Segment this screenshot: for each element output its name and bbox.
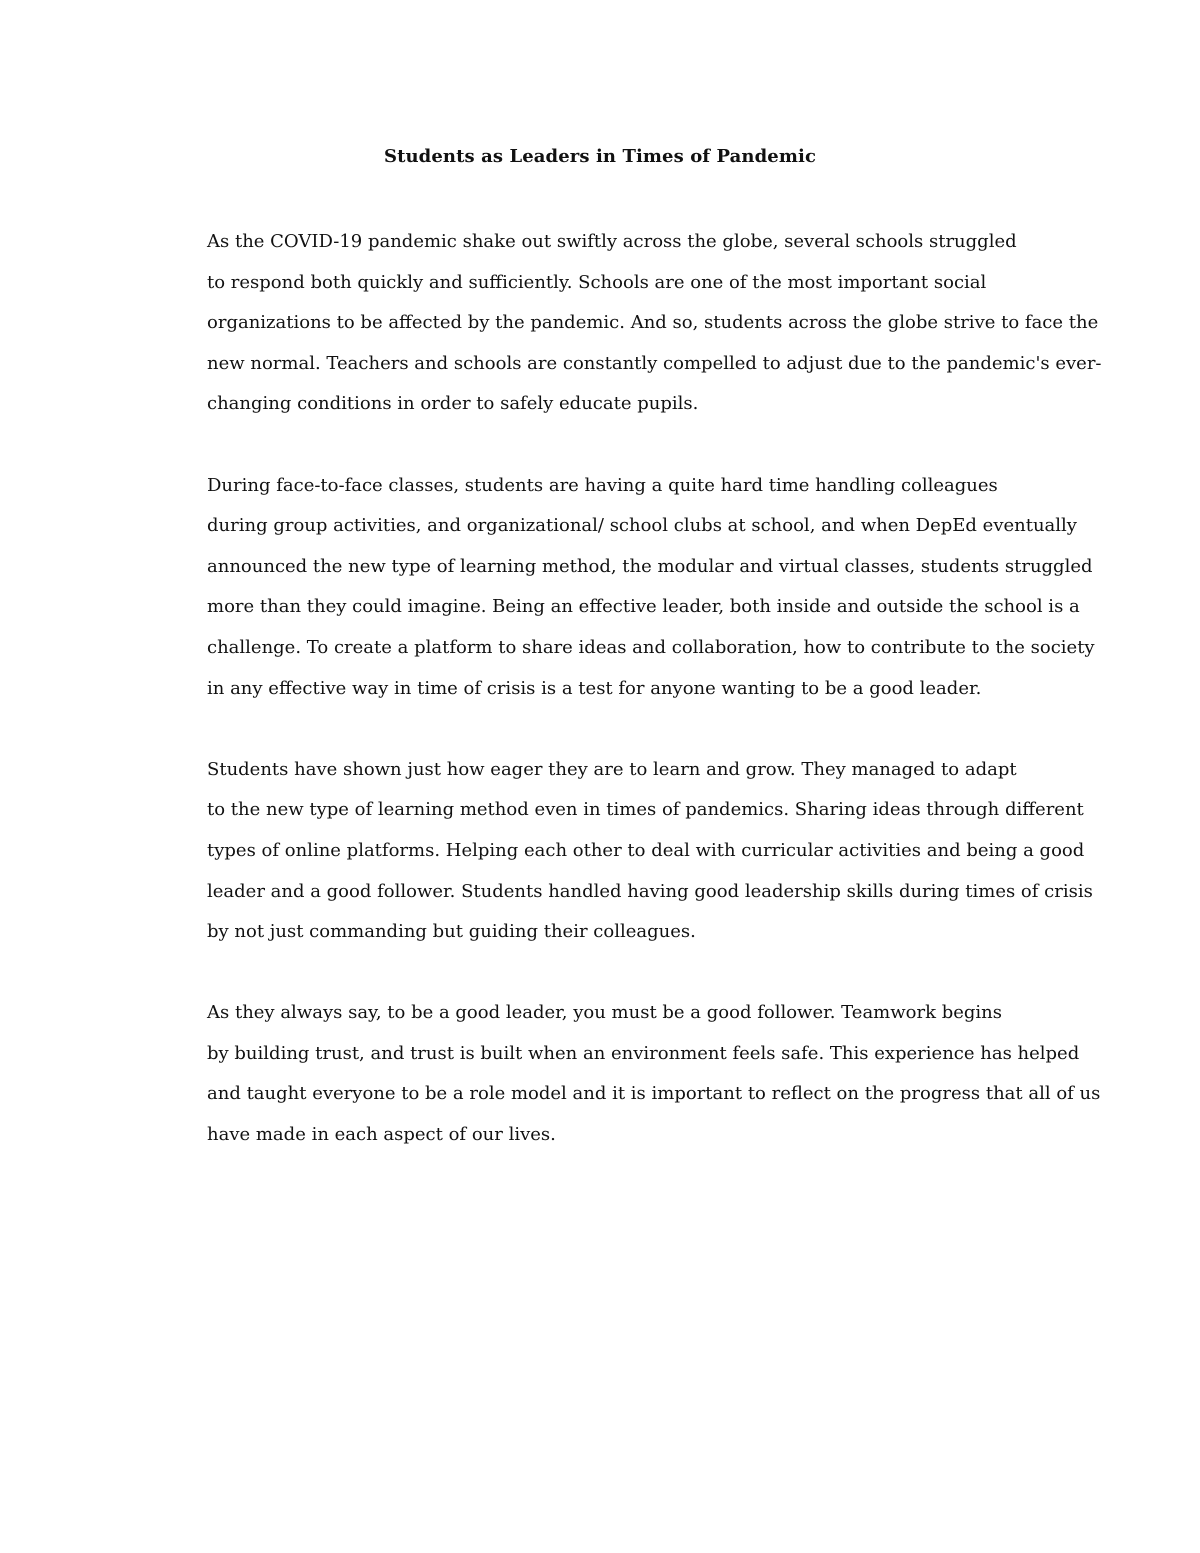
paragraph-line: in any effective way in time of crisis is a test for anyone wanting to be a good leader. bbox=[207, 677, 982, 699]
paragraph-3 bbox=[142, 750, 1093, 953]
paragraph-line: organizations to be affected by the pandemic. And so, students across the globe strive to face the bbox=[207, 312, 1099, 334]
paragraph-line: changing conditions in order to safely educate pupils. bbox=[207, 393, 699, 415]
paragraph-line: types of online platforms. Helping each other to deal with curricular activities and being a good bbox=[207, 839, 1085, 861]
paragraph-line: leader and a good follower. Students handled having good leadership skills during times of crisis bbox=[207, 880, 1093, 902]
paragraph-line: and taught everyone to be a role model and it is important to reflect on the progress that all of us bbox=[207, 1083, 1101, 1105]
paragraph-line: As they always say, to be a good leader, you must be a good follower. Teamwork begins bbox=[207, 1002, 1003, 1024]
paragraph-line: have made in each aspect of our lives. bbox=[207, 1124, 556, 1146]
paragraph-line: to respond both quickly and sufficiently. Schools are one of the most important social bbox=[207, 271, 987, 293]
paragraph-line: to the new type of learning method even in times of pandemics. Sharing ideas through different bbox=[207, 799, 1084, 821]
paragraph-2 bbox=[142, 466, 1095, 710]
paragraph-1 bbox=[142, 222, 1102, 425]
paragraph-line: announced the new type of learning method, the modular and virtual classes, students struggled bbox=[207, 555, 1093, 577]
paragraph-line: challenge. To create a platform to share ideas and collaboration, how to contribute to the society bbox=[207, 636, 1095, 658]
document-title: Students as Leaders in Times of Pandemic bbox=[383, 146, 817, 167]
paragraph-line: As the COVID-19 pandemic shake out swiftly across the globe, several schools struggled bbox=[207, 231, 1017, 252]
document-body bbox=[142, 222, 1102, 1196]
paragraph-line: During face-to-face classes, students are having a quite hard time handling colleagues bbox=[207, 474, 998, 496]
paragraph-line: new normal. Teachers and schools are constantly compelled to adjust due to the pandemic's ever- bbox=[207, 352, 1102, 374]
paragraph-line: by building trust, and trust is built when an environment feels safe. This experience has helped bbox=[207, 1042, 1080, 1064]
paragraph-line: more than they could imagine. Being an effective leader, both inside and outside the school is a bbox=[207, 596, 1080, 618]
paragraph-4 bbox=[142, 993, 1101, 1155]
paragraph-line: Students have shown just how eager they are to learn and grow. They managed to adapt bbox=[207, 758, 1017, 780]
paragraph-line: during group activities, and organizational/ school clubs at school, and when DepEd eventually bbox=[207, 515, 1077, 537]
paragraph-line: by not just commanding but guiding their colleagues. bbox=[207, 921, 696, 943]
